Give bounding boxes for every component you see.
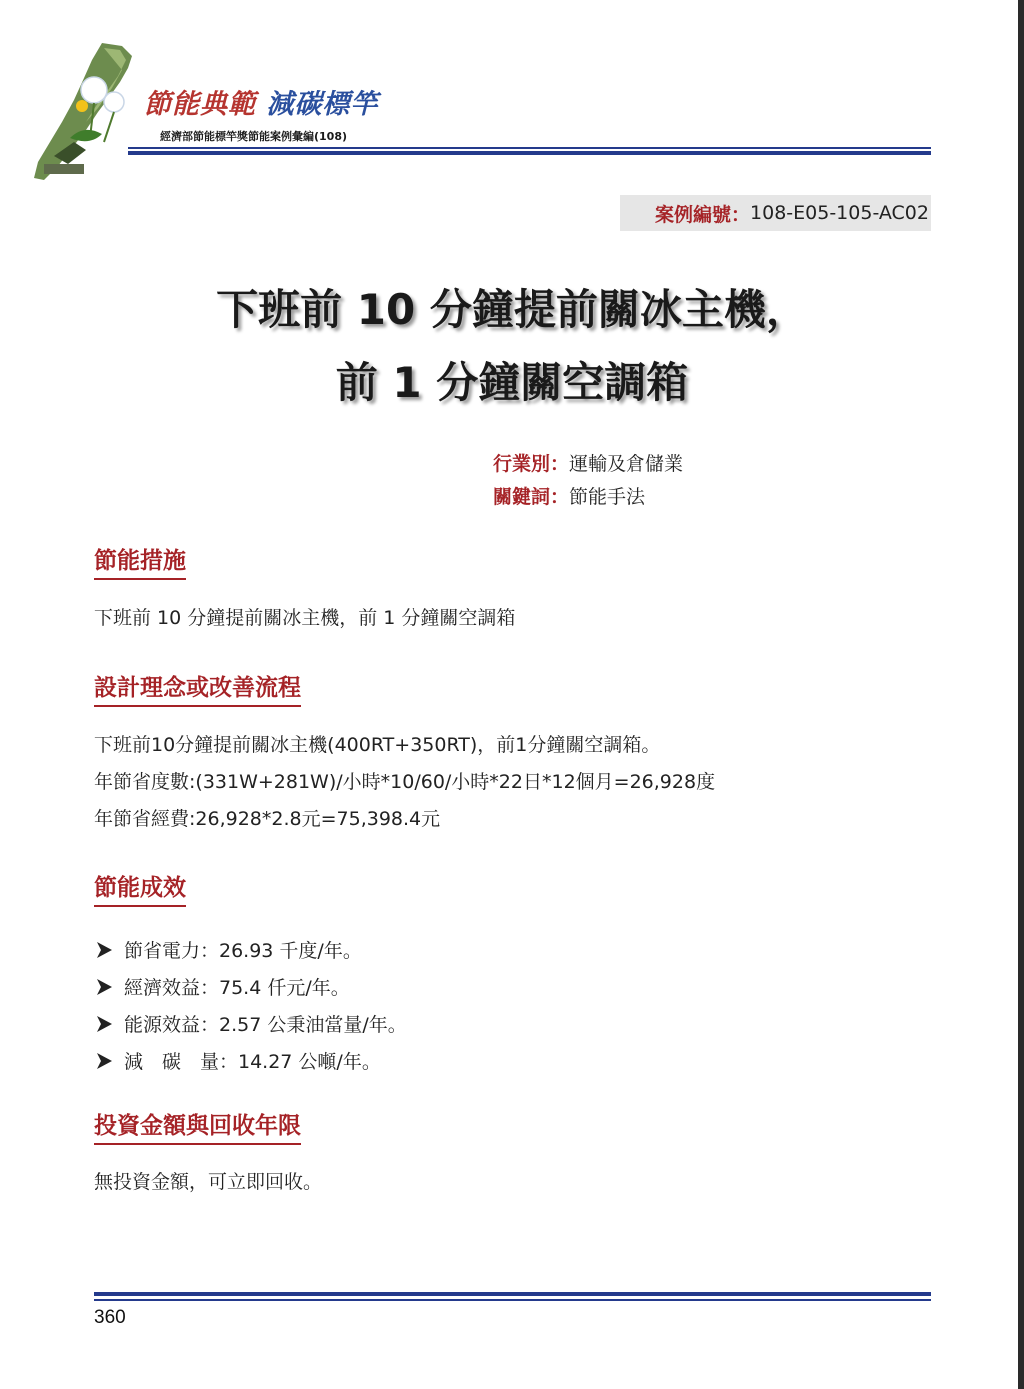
list-item bbox=[94, 931, 407, 968]
list-item bbox=[94, 1005, 407, 1042]
section-heading-results: 節能成效 bbox=[94, 873, 186, 907]
result-text: 減 碳 量：14.27 公噸/年。 bbox=[124, 1051, 381, 1073]
design-line: 年節省度數:(331W+281W)/小時*10/60/小時*22日*12個月=26,928度 bbox=[94, 771, 716, 793]
investment-text: 無投資金額，可立即回收。 bbox=[94, 1171, 323, 1193]
footer-rule-thick bbox=[94, 1292, 931, 1296]
result-text: 能源效益：2.57 公秉油當量/年。 bbox=[124, 1014, 407, 1036]
header-rule-thick bbox=[128, 151, 931, 155]
keyword-value: 節能手法 bbox=[569, 486, 646, 508]
page-number: 360 bbox=[94, 1307, 126, 1328]
footer-rule bbox=[94, 1299, 931, 1301]
results-list bbox=[94, 931, 407, 1079]
keyword-row bbox=[493, 482, 645, 509]
list-item bbox=[94, 968, 407, 1005]
design-line: 年節省經費:26,928*2.8元=75,398.4元 bbox=[94, 808, 441, 830]
result-text: 節省電力：26.93 千度/年。 bbox=[124, 940, 362, 962]
section-heading-design: 設計理念或改善流程 bbox=[94, 673, 301, 707]
case-number-value: 108-E05-105-AC02 bbox=[750, 202, 929, 224]
header-rule bbox=[128, 147, 931, 149]
page-edge bbox=[1018, 0, 1024, 1389]
page-title-line-1: 下班前 10 分鐘提前關冰主機， bbox=[216, 285, 808, 334]
case-number-label: 案例編號： bbox=[655, 203, 751, 226]
case-number bbox=[620, 195, 931, 231]
header-subtitle: 經濟部節能標竿獎節能案例彙編(108) bbox=[160, 130, 348, 143]
industry-label: 行業別： bbox=[493, 453, 570, 475]
arrow-bullet-icon bbox=[94, 1052, 114, 1070]
page-title-line-2: 前 1 分鐘關空調箱 bbox=[335, 358, 689, 407]
header-title: 節能典範 減碳標竿 bbox=[144, 89, 379, 120]
industry-value: 運輸及倉儲業 bbox=[569, 453, 684, 475]
arrow-bullet-icon bbox=[94, 978, 114, 996]
section-heading-measures: 節能措施 bbox=[94, 546, 186, 580]
list-item bbox=[94, 1042, 407, 1079]
arrow-bullet-icon bbox=[94, 941, 114, 959]
section-heading-investment: 投資金額與回收年限 bbox=[94, 1111, 301, 1145]
result-text: 經濟效益：75.4 仟元/年。 bbox=[124, 977, 350, 999]
measures-text: 下班前 10 分鐘提前關冰主機，前 1 分鐘關空調箱 bbox=[94, 607, 516, 629]
industry-row bbox=[493, 449, 683, 476]
design-line: 下班前10分鐘提前關冰主機(400RT+350RT)，前1分鐘關空調箱。 bbox=[94, 734, 661, 756]
keyword-label: 關鍵詞： bbox=[493, 486, 570, 508]
taiwan-dandelion-logo-icon bbox=[24, 38, 164, 183]
arrow-bullet-icon bbox=[94, 1015, 114, 1033]
